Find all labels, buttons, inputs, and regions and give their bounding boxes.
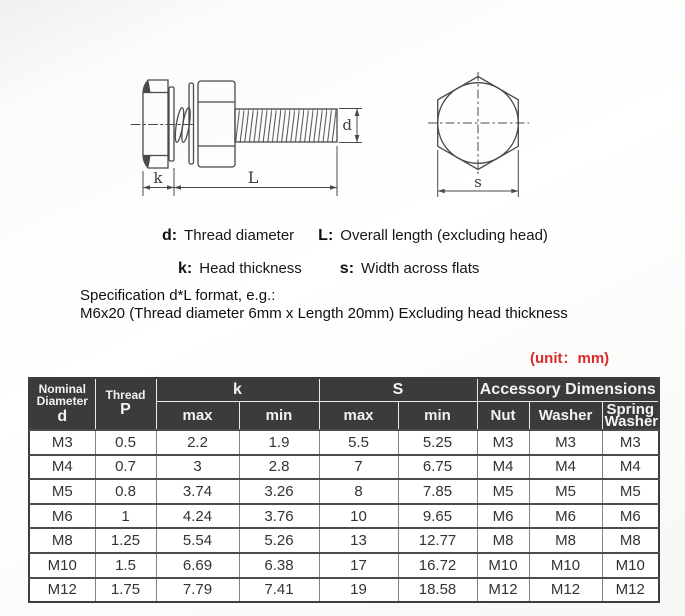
table-cell: M6 — [477, 504, 529, 529]
table-cell: 18.58 — [398, 578, 477, 603]
threaded-rod — [235, 109, 337, 142]
header-nominal-diameter — [29, 378, 95, 430]
table-cell: 0.5 — [95, 430, 156, 455]
table-cell: M6 — [602, 504, 659, 529]
table-cell: 6.69 — [156, 553, 239, 578]
table-cell: M12 — [529, 578, 602, 603]
table-cell: M12 — [602, 578, 659, 603]
bolt-side-view — [131, 80, 337, 168]
header-group-k: k — [156, 378, 319, 402]
dim-label-s: s — [474, 173, 482, 191]
table-cell: M6 — [529, 504, 602, 529]
legend-term-k: k: — [178, 260, 193, 277]
table-cell: M4 — [477, 455, 529, 480]
table-row — [29, 479, 659, 504]
table-cell: M12 — [477, 578, 529, 603]
table-cell: 5.26 — [239, 528, 319, 553]
table-cell: M10 — [477, 553, 529, 578]
hex-head-front-view — [428, 72, 529, 174]
table-cell: 1.75 — [95, 578, 156, 603]
table-cell: 16.72 — [398, 553, 477, 578]
table-row — [29, 504, 659, 529]
header-spring-washer: Spring Washer — [602, 402, 659, 431]
table-cell: 3 — [156, 455, 239, 480]
table-cell: M5 — [477, 479, 529, 504]
table-cell: 7.85 — [398, 479, 477, 504]
table-cell: M10 — [29, 553, 95, 578]
table-row — [29, 455, 659, 480]
legend-line-1 — [162, 227, 548, 245]
table-cell: M10 — [529, 553, 602, 578]
header-group-s: S — [319, 378, 477, 402]
table-cell: 13 — [319, 528, 398, 553]
table-cell: M8 — [477, 528, 529, 553]
table-cell: M8 — [29, 528, 95, 553]
table-cell: 9.65 — [398, 504, 477, 529]
table-cell: M4 — [529, 455, 602, 480]
header-k-min: min — [239, 402, 319, 431]
table-cell: 7.41 — [239, 578, 319, 603]
table-row — [29, 430, 659, 455]
table-cell: 5.25 — [398, 430, 477, 455]
table-cell: 5.5 — [319, 430, 398, 455]
table-row — [29, 578, 659, 603]
table-cell: 3.74 — [156, 479, 239, 504]
table-cell: 12.77 — [398, 528, 477, 553]
table-cell: 6.75 — [398, 455, 477, 480]
dim-label-k: k — [153, 169, 163, 187]
table-cell: M3 — [529, 430, 602, 455]
dimension-table — [28, 377, 660, 603]
table-cell: 1 — [95, 504, 156, 529]
header-group-accessory: Accessory Dimensions — [477, 378, 659, 402]
table-cell: 2.2 — [156, 430, 239, 455]
table-cell: 10 — [319, 504, 398, 529]
table-cell: 7 — [319, 455, 398, 480]
table-cell: 2.8 — [239, 455, 319, 480]
header-d-symbol: d — [57, 407, 68, 425]
header-nut: Nut — [477, 402, 529, 431]
legend-term-d: d: — [162, 227, 178, 244]
table-cell: 1.25 — [95, 528, 156, 553]
header-thread-p — [95, 378, 156, 430]
header-nominal-diameter-label: Nominal Diameter — [36, 381, 88, 408]
table-row — [29, 553, 659, 578]
table-cell: 7.79 — [156, 578, 239, 603]
table-cell: 1.9 — [239, 430, 319, 455]
table-cell: 19 — [319, 578, 398, 603]
header-k-max: max — [156, 402, 239, 431]
bolt-technical-drawing — [0, 0, 685, 222]
table-cell: M8 — [602, 528, 659, 553]
header-p-symbol: P — [120, 401, 131, 419]
table-cell: M4 — [602, 455, 659, 480]
table-cell: 1.5 — [95, 553, 156, 578]
table-cell: M5 — [29, 479, 95, 504]
dim-label-L: L — [247, 168, 259, 187]
legend-line-2 — [178, 260, 479, 278]
header-s-min: min — [398, 402, 477, 431]
spec-note — [80, 287, 568, 322]
legend-desc-k: Head thickness — [199, 260, 302, 277]
table-cell: M12 — [29, 578, 95, 603]
table-cell: M3 — [29, 430, 95, 455]
header-washer: Washer — [529, 402, 602, 431]
table-cell: M6 — [29, 504, 95, 529]
table-cell: 4.24 — [156, 504, 239, 529]
header-s-max: max — [319, 402, 398, 431]
table-cell: M3 — [477, 430, 529, 455]
dimension-k-L — [143, 146, 337, 196]
spec-note-line-2: M6x20 (Thread diameter 6mm x Length 20mm) Excluding head thickness — [80, 304, 568, 322]
table-cell: M5 — [602, 479, 659, 504]
table-cell: 0.8 — [95, 479, 156, 504]
legend-term-s: s: — [339, 260, 355, 277]
table-cell: M10 — [602, 553, 659, 578]
legend-desc-L: Overall length (excluding head) — [340, 227, 548, 244]
table-cell: 3.26 — [239, 479, 319, 504]
unit-note: (unit：mm) — [530, 350, 610, 367]
table-row — [29, 528, 659, 553]
table-cell: M8 — [529, 528, 602, 553]
table-cell: M4 — [29, 455, 95, 480]
table-cell: 8 — [319, 479, 398, 504]
spec-note-line-1: Specification d*L format, e.g.: — [80, 287, 276, 304]
table-cell: M3 — [602, 430, 659, 455]
table-cell: 6.38 — [239, 553, 319, 578]
table-cell: 3.76 — [239, 504, 319, 529]
legend-term-L: L: — [318, 227, 334, 244]
legend-desc-d: Thread diameter — [184, 227, 295, 244]
header-thread-label: Thread — [105, 387, 146, 402]
legend-desc-s: Width across flats — [361, 260, 480, 277]
table-cell: M5 — [529, 479, 602, 504]
table-cell: 17 — [319, 553, 398, 578]
table-cell: 5.54 — [156, 528, 239, 553]
table-cell: 0.7 — [95, 455, 156, 480]
dim-label-d: d — [342, 116, 352, 134]
hex-nut-side — [198, 81, 235, 167]
